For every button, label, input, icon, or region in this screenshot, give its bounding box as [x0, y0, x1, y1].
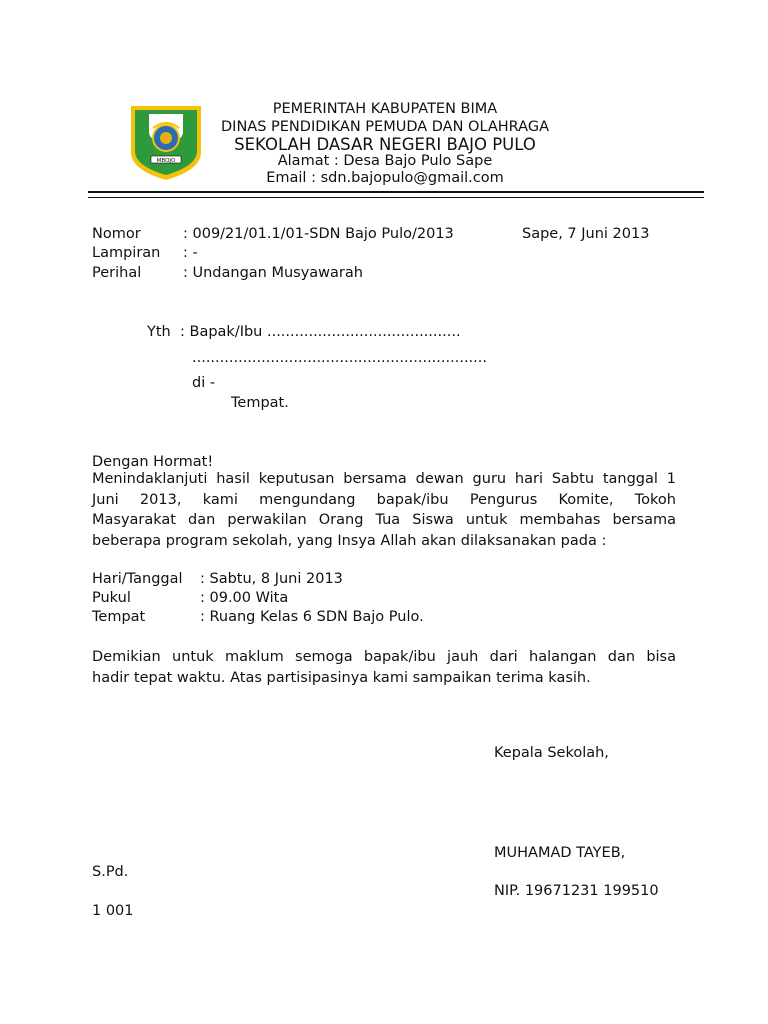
lampiran-label: Lampiran	[92, 245, 161, 261]
paragraph-line: beberapa program sekolah, yang Insya Allah akan dilaksanakan pada :	[92, 532, 607, 549]
recipient-tempat: Tempat.	[231, 395, 289, 411]
signatory-nip-continued: 1 001	[92, 903, 134, 919]
recipient-di: di -	[192, 375, 216, 391]
greeting: Dengan Hormat!	[92, 454, 214, 470]
paragraph-line: Demikian untuk maklum semoga bapak/ibu jauh dari halangan dan bisa	[92, 649, 676, 665]
lampiran-value: : -	[183, 245, 198, 261]
letterhead-email: Email : sdn.bajopulo@gmail.com	[266, 170, 504, 186]
letterhead-divider-thin	[88, 197, 704, 198]
body-paragraph-2	[92, 647, 676, 688]
paragraph-line: Juni 2013, kami mengundang bapak/ibu Pengurus Komite, Tokoh	[92, 491, 676, 508]
letterhead-school-name: SEKOLAH DASAR NEGERI BAJO PULO	[234, 135, 536, 154]
schedule-label-place: Tempat	[92, 609, 146, 625]
regency-logo-icon	[127, 104, 205, 182]
signature-title: Kepala Sekolah,	[494, 745, 609, 761]
signatory-degree: S.Pd.	[92, 864, 129, 880]
perihal-value: : Undangan Musyawarah	[183, 265, 363, 281]
schedule-label-date: Hari/Tanggal	[92, 571, 183, 587]
yth-label: Yth	[147, 324, 171, 340]
nomor-value: : 009/21/01.1/01-SDN Bajo Pulo/2013	[183, 226, 454, 242]
nomor-label: Nomor	[92, 226, 141, 242]
letterhead-address: Alamat : Desa Bajo Pulo Sape	[277, 153, 493, 169]
signatory-name: MUHAMAD TAYEB,	[494, 845, 626, 861]
letterhead-government: PEMERINTAH KABUPATEN BIMA	[272, 101, 498, 117]
letterhead-divider-thick	[88, 191, 704, 193]
schedule-label-time: Pukul	[92, 590, 131, 606]
recipient-line-1: : Bapak/Ibu ..........................................	[180, 324, 461, 340]
paragraph-line: Masyarakat dan perwakilan Orang Tua Siswa untuk membahas bersama	[92, 512, 676, 528]
recipient-line-2: ................................................................	[192, 350, 487, 366]
letterhead-department: DINAS PENDIDIKAN PEMUDA DAN OLAHRAGA	[221, 119, 549, 135]
paragraph-line: hadir tepat waktu. Atas partisipasinya kami sampaikan terima kasih.	[92, 669, 591, 686]
signatory-nip: NIP. 19671231 199510	[494, 883, 659, 899]
letter-date: Sape, 7 Juni 2013	[522, 226, 650, 242]
perihal-label: Perihal	[92, 265, 142, 281]
schedule-value-time: : 09.00 Wita	[200, 590, 289, 606]
schedule-value-date: : Sabtu, 8 Juni 2013	[200, 571, 343, 587]
logo-banner-text: MBOJO	[156, 157, 176, 164]
body-paragraph-1	[92, 469, 676, 551]
schedule-value-place: : Ruang Kelas 6 SDN Bajo Pulo.	[200, 609, 424, 625]
paragraph-line: Menindaklanjuti hasil keputusan bersama dewan guru hari Sabtu tanggal 1	[92, 471, 676, 487]
